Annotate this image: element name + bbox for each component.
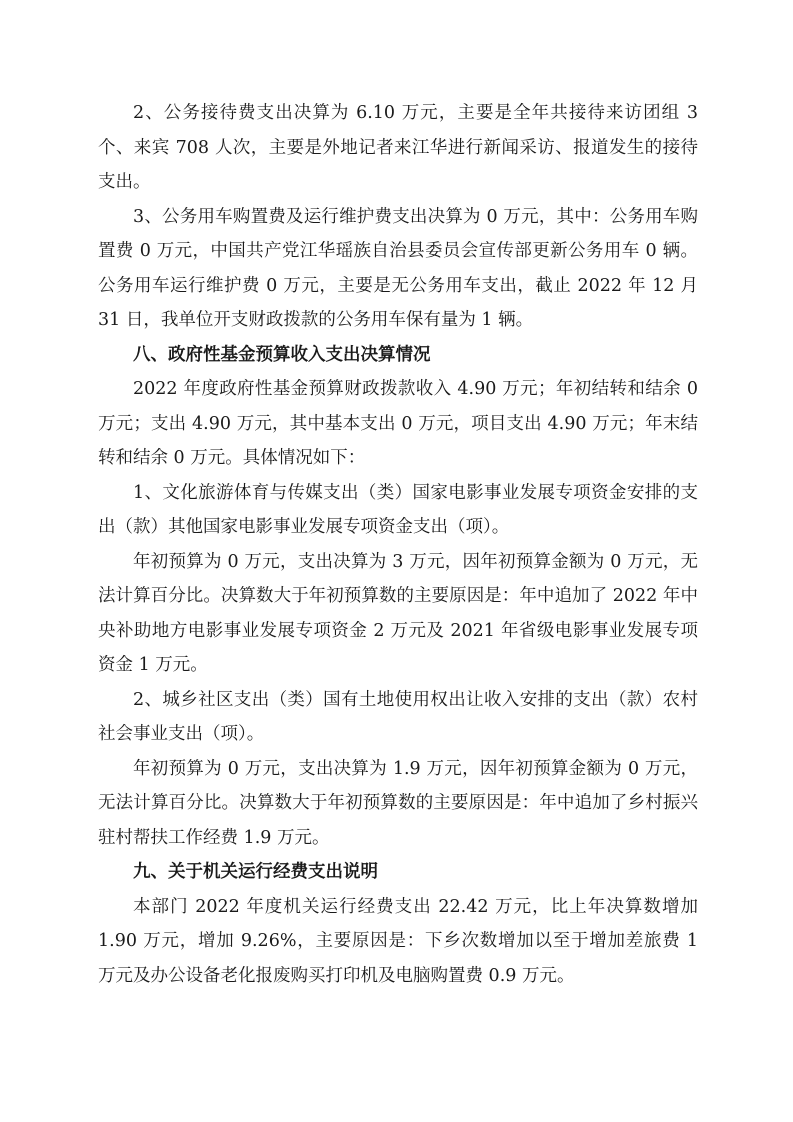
paragraph-fund-item-1: 1、文化旅游体育与传媒支出（类）国家电影事业发展专项资金安排的支出（款）其他国家电影事业发展专项资金支出（项）。 — [98, 482, 698, 537]
paragraph-fund-item-2-detail: 年初预算为 0 万元，支出决算为 1.9 万元，因年初预算金额为 0 万元，无法计算百分比。决算数大于年初预算数的主要原因是：年中追加了乡村振兴驻村帮扶工作经费 1.9 万元。 — [98, 758, 698, 848]
paragraph-fund-summary: 2022 年度政府性基金预算财政拨款收入 4.90 万元；年初结转和结余 0 万元；支出 4.90 万元，其中基本支出 0 万元，项目支出 4.90 万元；年末结转和结余 0 万元。具体情况如下： — [98, 379, 698, 468]
section-heading-operating-expense: 九、关于机关运行经费支出说明 — [133, 862, 378, 882]
paragraph-fund-item-2: 2、城乡社区支出（类）国有土地使用权出让收入安排的支出（款）农村社会事业支出（项）。 — [98, 689, 698, 744]
section-heading-government-fund: 八、政府性基金预算收入支出决算情况 — [133, 344, 431, 365]
paragraph-reception-expense: 2、公务接待费支出决算为 6.10 万元，主要是全年共接待来访团组 3 个、来宾 708 人次，主要是外地记者来江华进行新闻采访、报道发生的接待支出。 — [98, 103, 698, 192]
document-page — [98, 96, 698, 993]
paragraph-operating-expense: 本部门 2022 年度机关运行经费支出 22.42 万元，比上年决算数增加 1.90 万元，增加 9.26%，主要原因是：下乡次数增加以至于增加差旅费 1 万元及办公设备老化报废购买打印机及电脑购置费 0.9 万元。 — [98, 896, 698, 986]
paragraph-vehicle-expense: 3、公务用车购置费及运行维护费支出决算为 0 万元，其中：公务用车购置费 0 万元，中国共产党江华瑶族自治县委员会宣传部更新公务用车 0 辆。公务用车运行维护费 0 万元，主要是无公务用车支出，截止 2022 年 12 月 31 日，我单位开支财政拨款的公务用车保有量为 1 辆。 — [98, 206, 698, 330]
paragraph-fund-item-1-detail: 年初预算为 0 万元，支出决算为 3 万元，因年初预算金额为 0 万元，无法计算百分比。决算数大于年初预算数的主要原因是：年中追加了 2022 年中央补助地方电影事业发展专项资金 2 万元及 2021 年省级电影事业发展专项资金 1 万元。 — [98, 551, 698, 675]
